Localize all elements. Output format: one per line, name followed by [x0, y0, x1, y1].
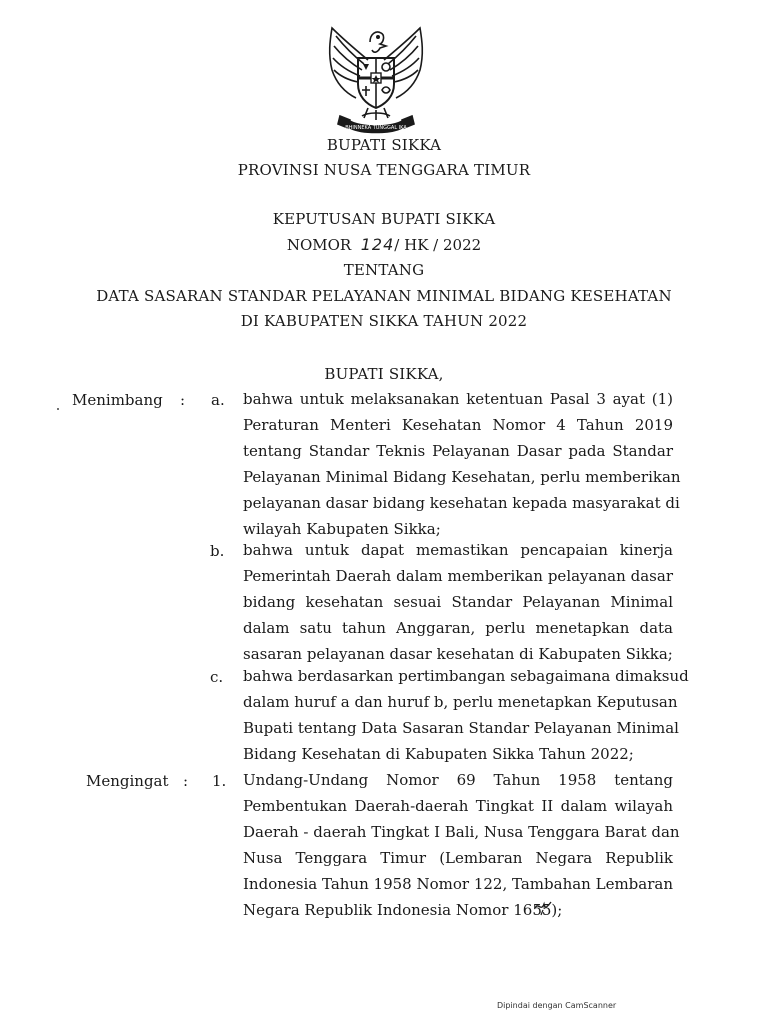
decree-title: KEPUTUSAN BUPATI SIKKA [272, 210, 496, 228]
text-line: dalam satu tahun Anggaran, perlu menetapkan data [243, 619, 673, 637]
text-line: sasaran pelayanan dasar kesehatan di Kabupaten Sikka; [243, 645, 673, 663]
menimbang-marker-b: b. [210, 542, 225, 560]
authority-heading: BUPATI SIKKA, [324, 365, 444, 383]
menimbang-item-b [243, 537, 673, 667]
nomor-suffix: / HK / 2022 [394, 236, 482, 254]
header-province: PROVINSI NUSA TENGGARA TIMUR [237, 161, 531, 179]
text-line: bahwa berdasarkan pertimbangan sebagaimana dimaksud [243, 667, 689, 685]
menimbang-item-a [243, 386, 681, 542]
text-line: Peraturan Menteri Kesehatan Nomor 4 Tahun 2019 [243, 416, 673, 434]
text-line: Daerah - daerah Tingkat I Bali, Nusa Tenggara Barat dan [243, 823, 680, 841]
text-line: tentang Standar Teknis Pelayanan Dasar pada Standar [243, 442, 673, 460]
decree-number [0, 235, 768, 254]
nomor-handwritten: 124 [360, 235, 395, 254]
mengingat-label: Mengingat [86, 772, 169, 790]
text-line: Bidang Kesehatan di Kabupaten Sikka Tahun 2022; [243, 745, 634, 763]
text-line: Negara Republik Indonesia Nomor 1655); [243, 901, 563, 919]
text-line: bahwa untuk melaksanakan ketentuan Pasal 3 ayat (1) [243, 390, 673, 408]
scanner-watermark: Dipindai dengan CamScanner [497, 1001, 617, 1010]
tentang-heading: TENTANG [343, 261, 425, 279]
mengingat-colon: : [183, 772, 189, 790]
text-line: bahwa untuk dapat memastikan pencapaian kinerja [243, 541, 673, 559]
menimbang-marker-a: a. [211, 391, 225, 409]
menimbang-label: Menimbang [72, 391, 163, 409]
menimbang-colon: : [180, 391, 186, 409]
scan-speck [57, 408, 59, 410]
svg-text:BHINNEKA TUNGGAL IKA: BHINNEKA TUNGGAL IKA [345, 125, 407, 131]
mengingat-item-1 [243, 767, 680, 923]
text-line: bidang kesehatan sesuai Standar Pelayanan Minimal [243, 593, 673, 611]
text-line: pelayanan dasar bidang kesehatan kepada masyarakat di [243, 494, 680, 512]
text-line: Pembentukan Daerah-daerah Tingkat II dalam wilayah [243, 797, 673, 815]
text-line: Pemerintah Daerah dalam memberikan pelayanan dasar [243, 567, 673, 585]
mengingat-marker-1: 1. [212, 772, 227, 790]
text-line: Indonesia Tahun 1958 Nomor 122, Tambahan Lembaran [243, 875, 673, 893]
decree-subject-line1: DATA SASARAN STANDAR PELAYANAN MINIMAL BIDANG KESEHATAN [96, 287, 672, 305]
nomor-label: NOMOR [286, 236, 352, 254]
text-line: wilayah Kabupaten Sikka; [243, 520, 441, 538]
text-line: Undang-Undang Nomor 69 Tahun 1958 tentang [243, 771, 673, 789]
header-regent: BUPATI SIKKA [326, 136, 442, 154]
text-line: dalam huruf a dan huruf b, perlu menetapkan Keputusan [243, 693, 678, 711]
initial-mark-icon [533, 898, 553, 916]
garuda-emblem-icon [318, 20, 434, 138]
text-line: Nusa Tenggara Timur (Lembaran Negara Republik [243, 849, 673, 867]
text-line: Pelayanan Minimal Bidang Kesehatan, perlu memberikan [243, 468, 681, 486]
text-line: Bupati tentang Data Sasaran Standar Pelayanan Minimal [243, 719, 679, 737]
decree-subject-line2: DI KABUPATEN SIKKA TAHUN 2022 [240, 312, 528, 330]
menimbang-item-c [243, 663, 689, 767]
menimbang-marker-c: c. [210, 668, 224, 686]
